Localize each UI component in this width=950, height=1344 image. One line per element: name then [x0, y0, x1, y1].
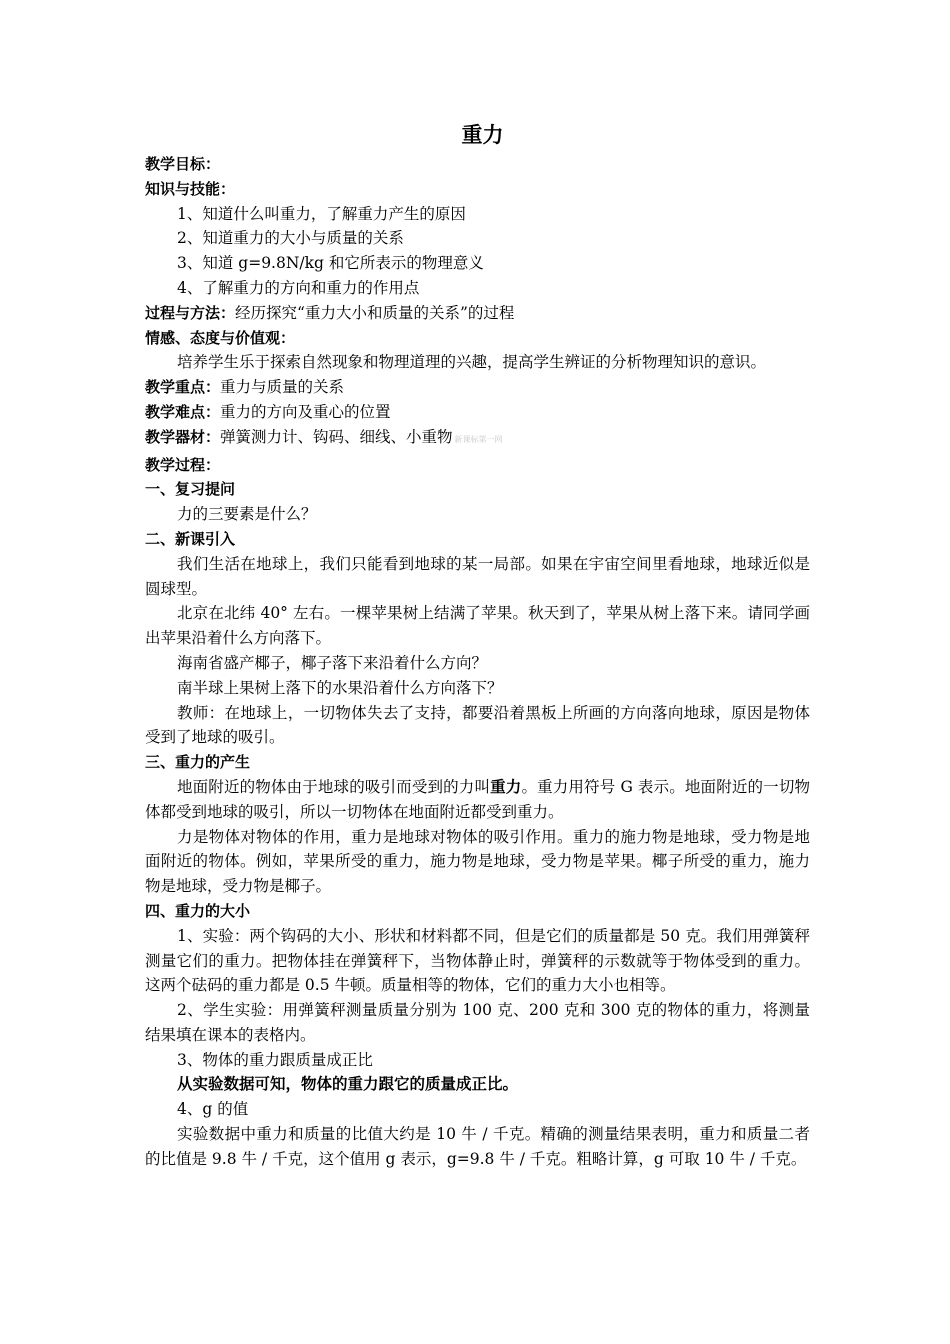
emotion-text: 培养学生乐于探索自然现象和物理道理的兴趣，提高学生辨证的分析物理知识的意识。 [177, 353, 767, 372]
paragraph: 2、学生实验：用弹簧秤测量质量分别为 100 克、200 克和 300 克的物体的重力，将测量结果填在课本的表格内。 [145, 1001, 810, 1044]
knowledge-heading: 知识与技能： [145, 179, 236, 198]
section-heading: 三、重力的产生 [145, 753, 251, 772]
paragraph: 力是物体对物体的作用，重力是地球对物体的吸引作用。重力的施力物是地球，受力物是地面附近的物体。例如，苹果所受的重力，施力物是地球，受力物是苹果。椰子所受的重力，施力物是地球，受力物是椰子。 [145, 827, 810, 896]
paragraph: 1、实验：两个钩码的大小、形状和材料都不同，但是它们的质量都是 50 克。我们用弹簧秤测量它们的重力。把物体挂在弹簧秤下，当物体静止时，弹簧秤的示数就等于物体受到的重力。 这两个砝码的重力都是 0.5 牛顿。质量相等的物体，它们的重力大小也相等。 [145, 926, 810, 995]
paragraph [145, 775, 810, 825]
watermark-text: 新课标第一网 [454, 434, 503, 444]
paragraph: 北京在北纬 40° 左右。一棵苹果树上结满了苹果。秋天到了，苹果从树上落下来。请同学画出苹果沿着什么方向落下。 [145, 604, 810, 648]
page-title: 重力 [461, 123, 504, 147]
paragraph: 南半球上果树上落下的水果沿着什么方向落下？ [177, 678, 503, 697]
conclusion-bold: 从实验数据可知，物体的重力跟它的质量成正比。 [177, 1075, 519, 1094]
knowledge-item: 1、知道什么叫重力，了解重力产生的原因 [177, 204, 466, 223]
paragraph: 海南省盛产椰子，椰子落下来沿着什么方向？ [177, 653, 488, 672]
knowledge-item: 2、知道重力的大小与质量的关系 [177, 229, 404, 248]
paragraph: 4、g 的值 [177, 1100, 249, 1119]
equipment-line [145, 425, 810, 453]
paragraph: 教师：在地球上，一切物体失去了支持，都要沿着黑板上所画的方向落向地球，原因是物体受到了地球的吸引。 [145, 703, 810, 747]
difficulty-line [145, 400, 810, 425]
paragraph-text: 地面附近的物体由于地球的吸引而受到的力叫 [177, 777, 491, 796]
equipment-text: 弹簧测力计、钩码、细线、小重物 [220, 427, 453, 446]
difficulty-text: 重力的方向及重心的位置 [220, 402, 391, 421]
key-point-label: 教学重点： [145, 378, 221, 397]
equipment-label: 教学器材： [145, 427, 221, 446]
paragraph: 3、物体的重力跟质量成正比 [177, 1050, 373, 1069]
knowledge-item: 4、了解重力的方向和重力的作用点 [177, 278, 420, 297]
process-method-label: 过程与方法： [145, 303, 236, 322]
process-method-text: 经历探究“重力大小和质量的关系”的过程 [235, 303, 515, 322]
paragraph: 我们生活在地球上，我们只能看到地球的某一局部。如果在宇宙空间里看地球，地球近似是圆球型。 [145, 554, 810, 598]
section-heading: 四、重力的大小 [145, 901, 251, 920]
section-heading: 一、复习提问 [145, 480, 236, 499]
process-heading: 教学过程： [145, 455, 221, 474]
key-point-line [145, 375, 810, 400]
paragraph: 实验数据中重力和质量的比值大约是 10 牛 / 千克。精确的测量结果表明，重力和质量二者的比值是 9.8 牛 / 千克，这个值用 g 表示，g=9.8 牛 / 千克。粗略计算，g 可取 10 牛 / 千克。 [145, 1125, 810, 1168]
emotion-heading: 情感、态度与价值观： [145, 328, 296, 347]
process-method-line [145, 301, 810, 326]
difficulty-label: 教学难点： [145, 402, 221, 421]
term-gravity: 重力 [490, 777, 522, 796]
section-heading: 二、新课引入 [145, 529, 236, 548]
paragraph: 力的三要素是什么？ [177, 505, 317, 524]
key-point-text: 重力与质量的关系 [220, 378, 345, 397]
paragraph-text: 。重力用符号 G 表示。地面附近的一切物体都受到地球的吸引，所以一切物体在地面附近都受到重力。 [145, 777, 810, 821]
goals-heading: 教学目标： [145, 155, 221, 173]
knowledge-item: 3、知道 g=9.8N/kg 和它所表示的物理意义 [177, 254, 484, 273]
document-page [145, 118, 810, 1172]
